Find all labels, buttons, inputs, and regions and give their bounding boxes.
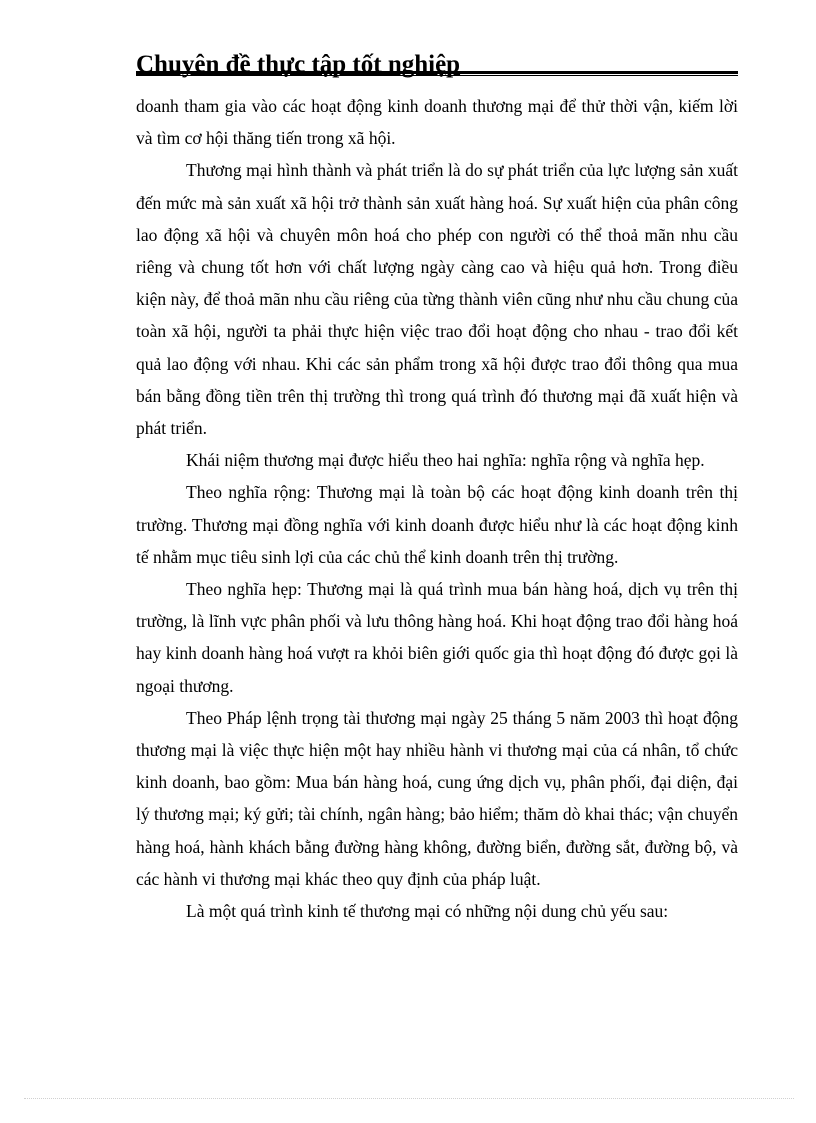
paragraph: Theo nghĩa hẹp: Thương mại là quá trình mua bán hàng hoá, dịch vụ trên thị trường, là lĩnh vực phân phối và lưu thông hàng hoá. Khi hoạt động trao đổi hàng hoá hay kinh doanh hàng hoá vượt ra khỏi biên giới quốc gia thì hoạt động đó được gọi là ngoại thương. (136, 579, 738, 696)
page-bottom-edge (24, 1098, 794, 1099)
paragraph: Là một quá trình kinh tế thương mại có những nội dung chủ yếu sau: (186, 901, 669, 922)
paragraph: Theo Pháp lệnh trọng tài thương mại ngày 25 tháng 5 năm 2003 thì hoạt động thương mại là việc thực hiện một hay nhiều hành vi thương mại của cá nhân, tổ chức kinh doanh, bao gồm: Mua bán hàng hoá, cung ứng dịch vụ, phân phối, đại diện, đại lý thương mại; ký gửi; tài chính, ngân hàng; bảo hiểm; thăm dò khai thác; vận chuyển hàng hoá, hành khách bằng đường hàng không, đường biển, đường sắt, đường bộ, và các hành vi thương mại khác theo quy định của pháp luật. (136, 707, 738, 889)
paragraph: Thương mại hình thành và phát triển là do sự phát triển của lực lượng sản xuất đến mức mà sản xuất xã hội trở thành sản xuất hàng hoá. Sự xuất hiện của phân công lao động xã hội và chuyên môn hoá cho phép con người có thể thoả mãn nhu cầu riêng và chung tốt hơn với chất lượng ngày càng cao và hiệu quả hơn. Trong điều kiện này, để thoả mãn nhu cầu riêng của từng thành viên cũng như nhu cầu chung của toàn xã hội, người ta phải thực hiện việc trao đổi hoạt động cho nhau - trao đổi kết quả lao động với nhau. Khi các sản phẩm trong xã hội được trao đổi thông qua mua bán bằng đồng tiền trên thị trường thì trong quá trình đó thương mại đã xuất hiện và phát triển. (136, 160, 738, 439)
paragraph: Khái niệm thương mại được hiểu theo hai nghĩa: nghĩa rộng và nghĩa hẹp. (186, 450, 705, 471)
paragraph-continuation: doanh tham gia vào các hoạt động kinh doanh thương mại để thử thời vận, kiếm lời và tìm cơ hội thăng tiến trong xã hội. (136, 96, 738, 149)
paragraph: Theo nghĩa rộng: Thương mại là toàn bộ các hoạt động kinh doanh trên thị trường. Thương mại đồng nghĩa với kinh doanh được hiểu như là các hoạt động kinh tế nhằm mục tiêu sinh lợi của các chủ thể kinh doanh trên thị trường. (136, 482, 738, 567)
page-header (136, 50, 740, 82)
header-title: Chuyên đề thực tập tốt nghiệp (136, 51, 461, 78)
document-body (136, 90, 738, 927)
